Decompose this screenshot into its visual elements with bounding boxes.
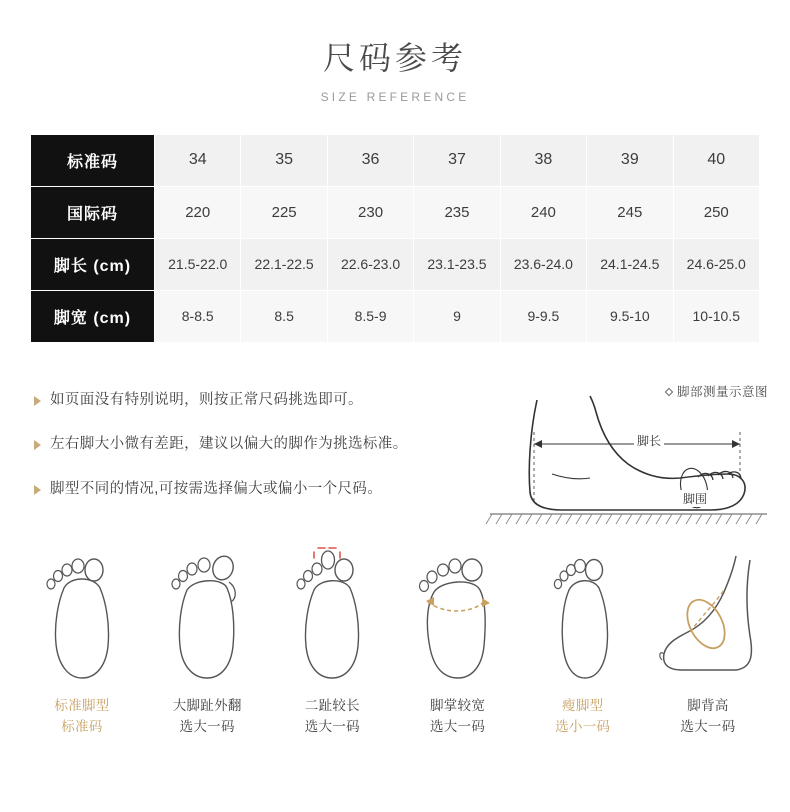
foot-type-item <box>278 540 386 738</box>
foot-type-line2: 选大一码 <box>680 718 736 734</box>
foot-outline-icon <box>529 540 637 690</box>
row-label-foot-width: 脚宽 (cm) <box>31 290 155 342</box>
note-text: 如页面没有特别说明，则按正常尺码挑选即可。 <box>50 392 363 408</box>
note-item <box>34 434 474 454</box>
foot-type-line2: 选小一码 <box>555 718 611 734</box>
foot-length-label: 脚长 <box>634 432 664 449</box>
table-cell: 240 <box>500 186 586 238</box>
table-row <box>31 238 760 290</box>
foot-outline-icon <box>28 540 136 690</box>
row-label-standard-size: 标准码 <box>31 134 155 186</box>
foot-type-caption <box>278 696 386 738</box>
triangle-bullet-icon <box>34 396 41 406</box>
triangle-bullet-icon <box>34 440 41 450</box>
foot-outline-icon <box>153 540 261 690</box>
foot-type-item <box>529 540 637 738</box>
table-cell: 21.5-22.0 <box>155 238 241 290</box>
foot-long-second-toe-art <box>278 540 386 690</box>
table-row <box>31 290 760 342</box>
foot-outline-icon <box>404 540 512 690</box>
foot-narrow-art <box>529 540 637 690</box>
foot-type-line2: 选大一码 <box>429 718 486 734</box>
page-header <box>0 0 790 104</box>
table-cell: 9 <box>414 290 500 342</box>
triangle-bullet-icon <box>34 485 41 495</box>
foot-type-line1: 二趾较长 <box>304 698 360 713</box>
note-item <box>34 479 474 499</box>
table-cell: 250 <box>673 186 759 238</box>
foot-type-item <box>654 540 762 738</box>
foot-type-line1: 大脚趾外翻 <box>172 698 242 713</box>
foot-bunion-art <box>153 540 261 690</box>
foot-measure-diagram <box>482 382 772 532</box>
foot-type-line1: 脚掌较宽 <box>429 698 486 713</box>
foot-type-caption <box>529 696 637 738</box>
table-cell: 39 <box>587 134 673 186</box>
foot-outline-icon <box>278 540 386 690</box>
table-cell: 35 <box>241 134 327 186</box>
table-cell: 38 <box>500 134 586 186</box>
foot-type-caption <box>654 696 762 738</box>
notes-list <box>34 390 474 523</box>
page-subtitle: SIZE REFERENCE <box>320 89 470 104</box>
size-table-wrap <box>30 134 760 343</box>
table-cell: 40 <box>673 134 759 186</box>
foot-high-instep-art <box>654 540 762 690</box>
table-cell: 37 <box>414 134 500 186</box>
foot-type-line2: 选大一码 <box>304 718 360 734</box>
foot-type-caption <box>153 696 261 738</box>
row-label-foot-length: 脚长 (cm) <box>31 238 155 290</box>
table-cell: 235 <box>414 186 500 238</box>
foot-type-caption <box>404 696 512 738</box>
table-cell: 23.6-24.0 <box>500 238 586 290</box>
table-cell: 9.5-10 <box>587 290 673 342</box>
foot-type-line2: 选大一码 <box>179 718 235 734</box>
table-cell: 36 <box>327 134 413 186</box>
foot-side-outline-icon <box>654 540 780 690</box>
table-cell: 22.6-23.0 <box>327 238 413 290</box>
foot-type-caption <box>28 696 136 738</box>
table-cell: 9-9.5 <box>500 290 586 342</box>
table-cell: 230 <box>327 186 413 238</box>
note-item <box>34 390 474 410</box>
table-cell: 34 <box>155 134 241 186</box>
table-cell: 8-8.5 <box>155 290 241 342</box>
diagram-title <box>666 382 768 400</box>
table-cell: 10-10.5 <box>673 290 759 342</box>
diamond-icon <box>665 388 673 396</box>
foot-wide-art <box>404 540 512 690</box>
table-cell: 220 <box>155 186 241 238</box>
row-label-international-size: 国际码 <box>31 186 155 238</box>
foot-type-item <box>153 540 261 738</box>
table-cell: 245 <box>587 186 673 238</box>
table-cell: 22.1-22.5 <box>241 238 327 290</box>
table-cell: 225 <box>241 186 327 238</box>
table-cell: 8.5 <box>241 290 327 342</box>
foot-girth-label: 脚围 <box>680 490 710 507</box>
size-table <box>30 134 760 343</box>
page-title: 尺码参考 <box>322 40 467 76</box>
foot-type-item <box>28 540 136 738</box>
diagram-title-text: 脚部测量示意图 <box>676 385 768 399</box>
note-text: 脚型不同的情况,可按需选择偏大或偏小一个尺码。 <box>50 480 383 497</box>
table-cell: 24.1-24.5 <box>587 238 673 290</box>
table-row <box>31 134 760 186</box>
table-row <box>31 186 760 238</box>
note-text: 左右脚大小微有差距，建议以偏大的脚作为挑选标准。 <box>50 436 408 453</box>
table-cell: 23.1-23.5 <box>414 238 500 290</box>
table-cell: 24.6-25.0 <box>673 238 759 290</box>
foot-type-line1: 脚背高 <box>687 698 729 713</box>
foot-side-view-svg <box>482 382 772 532</box>
foot-type-item <box>404 540 512 738</box>
foot-type-line2: 标准码 <box>61 718 103 734</box>
table-cell: 8.5-9 <box>327 290 413 342</box>
foot-type-gallery <box>0 540 790 738</box>
foot-standard-art <box>28 540 136 690</box>
foot-type-line1: 瘦脚型 <box>562 698 604 713</box>
foot-type-line1: 标准脚型 <box>54 698 110 713</box>
